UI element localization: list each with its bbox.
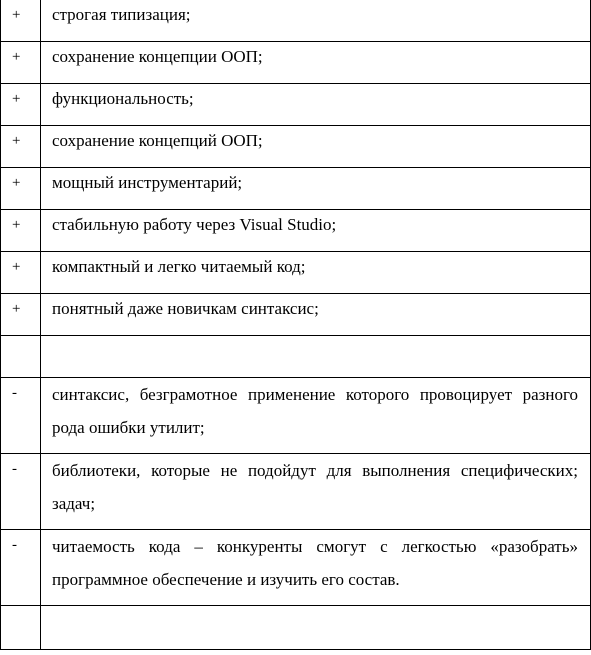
table-row xyxy=(1,294,591,336)
table-row xyxy=(1,168,591,210)
sign-cell: - xyxy=(1,454,41,530)
sign-cell: + xyxy=(1,42,41,84)
sign-cell xyxy=(1,606,41,650)
sign-cell: + xyxy=(1,252,41,294)
table-row xyxy=(1,210,591,252)
text-cell: компактный и легко читаемый код; xyxy=(41,252,591,294)
table-row-empty xyxy=(1,606,591,650)
text-cell: сохранение концепции ООП; xyxy=(41,42,591,84)
text-cell: строгая типизация; xyxy=(41,0,591,42)
table-row xyxy=(1,126,591,168)
text-cell: понятный даже новичкам синтаксис; xyxy=(41,294,591,336)
text-cell: библиотеки, которые не подойдут для выполнения специфических; задач; xyxy=(41,454,591,530)
text-cell xyxy=(41,336,591,378)
text-cell: стабильную работу через Visual Studio; xyxy=(41,210,591,252)
sign-cell: - xyxy=(1,378,41,454)
text-cell: сохранение концепций ООП; xyxy=(41,126,591,168)
table-row xyxy=(1,530,591,606)
sign-cell: + xyxy=(1,126,41,168)
table-row xyxy=(1,0,591,42)
table-row xyxy=(1,378,591,454)
sign-cell: + xyxy=(1,294,41,336)
table-row-empty xyxy=(1,336,591,378)
text-cell: мощный инструментарий; xyxy=(41,168,591,210)
text-cell: функциональность; xyxy=(41,84,591,126)
table-row xyxy=(1,252,591,294)
sign-cell: - xyxy=(1,530,41,606)
text-cell: синтаксис, безграмотное применение которого провоцирует разного рода ошибки утилит; xyxy=(41,378,591,454)
text-cell: читаемость кода – конкуренты смогут с легкостью «разобрать» программное обеспечение и изучить его состав. xyxy=(41,530,591,606)
table-row xyxy=(1,42,591,84)
sign-cell: + xyxy=(1,168,41,210)
sign-cell xyxy=(1,336,41,378)
sign-cell: + xyxy=(1,0,41,42)
sign-cell: + xyxy=(1,210,41,252)
table-row xyxy=(1,84,591,126)
text-cell xyxy=(41,606,591,650)
table-row xyxy=(1,454,591,530)
sign-cell: + xyxy=(1,84,41,126)
